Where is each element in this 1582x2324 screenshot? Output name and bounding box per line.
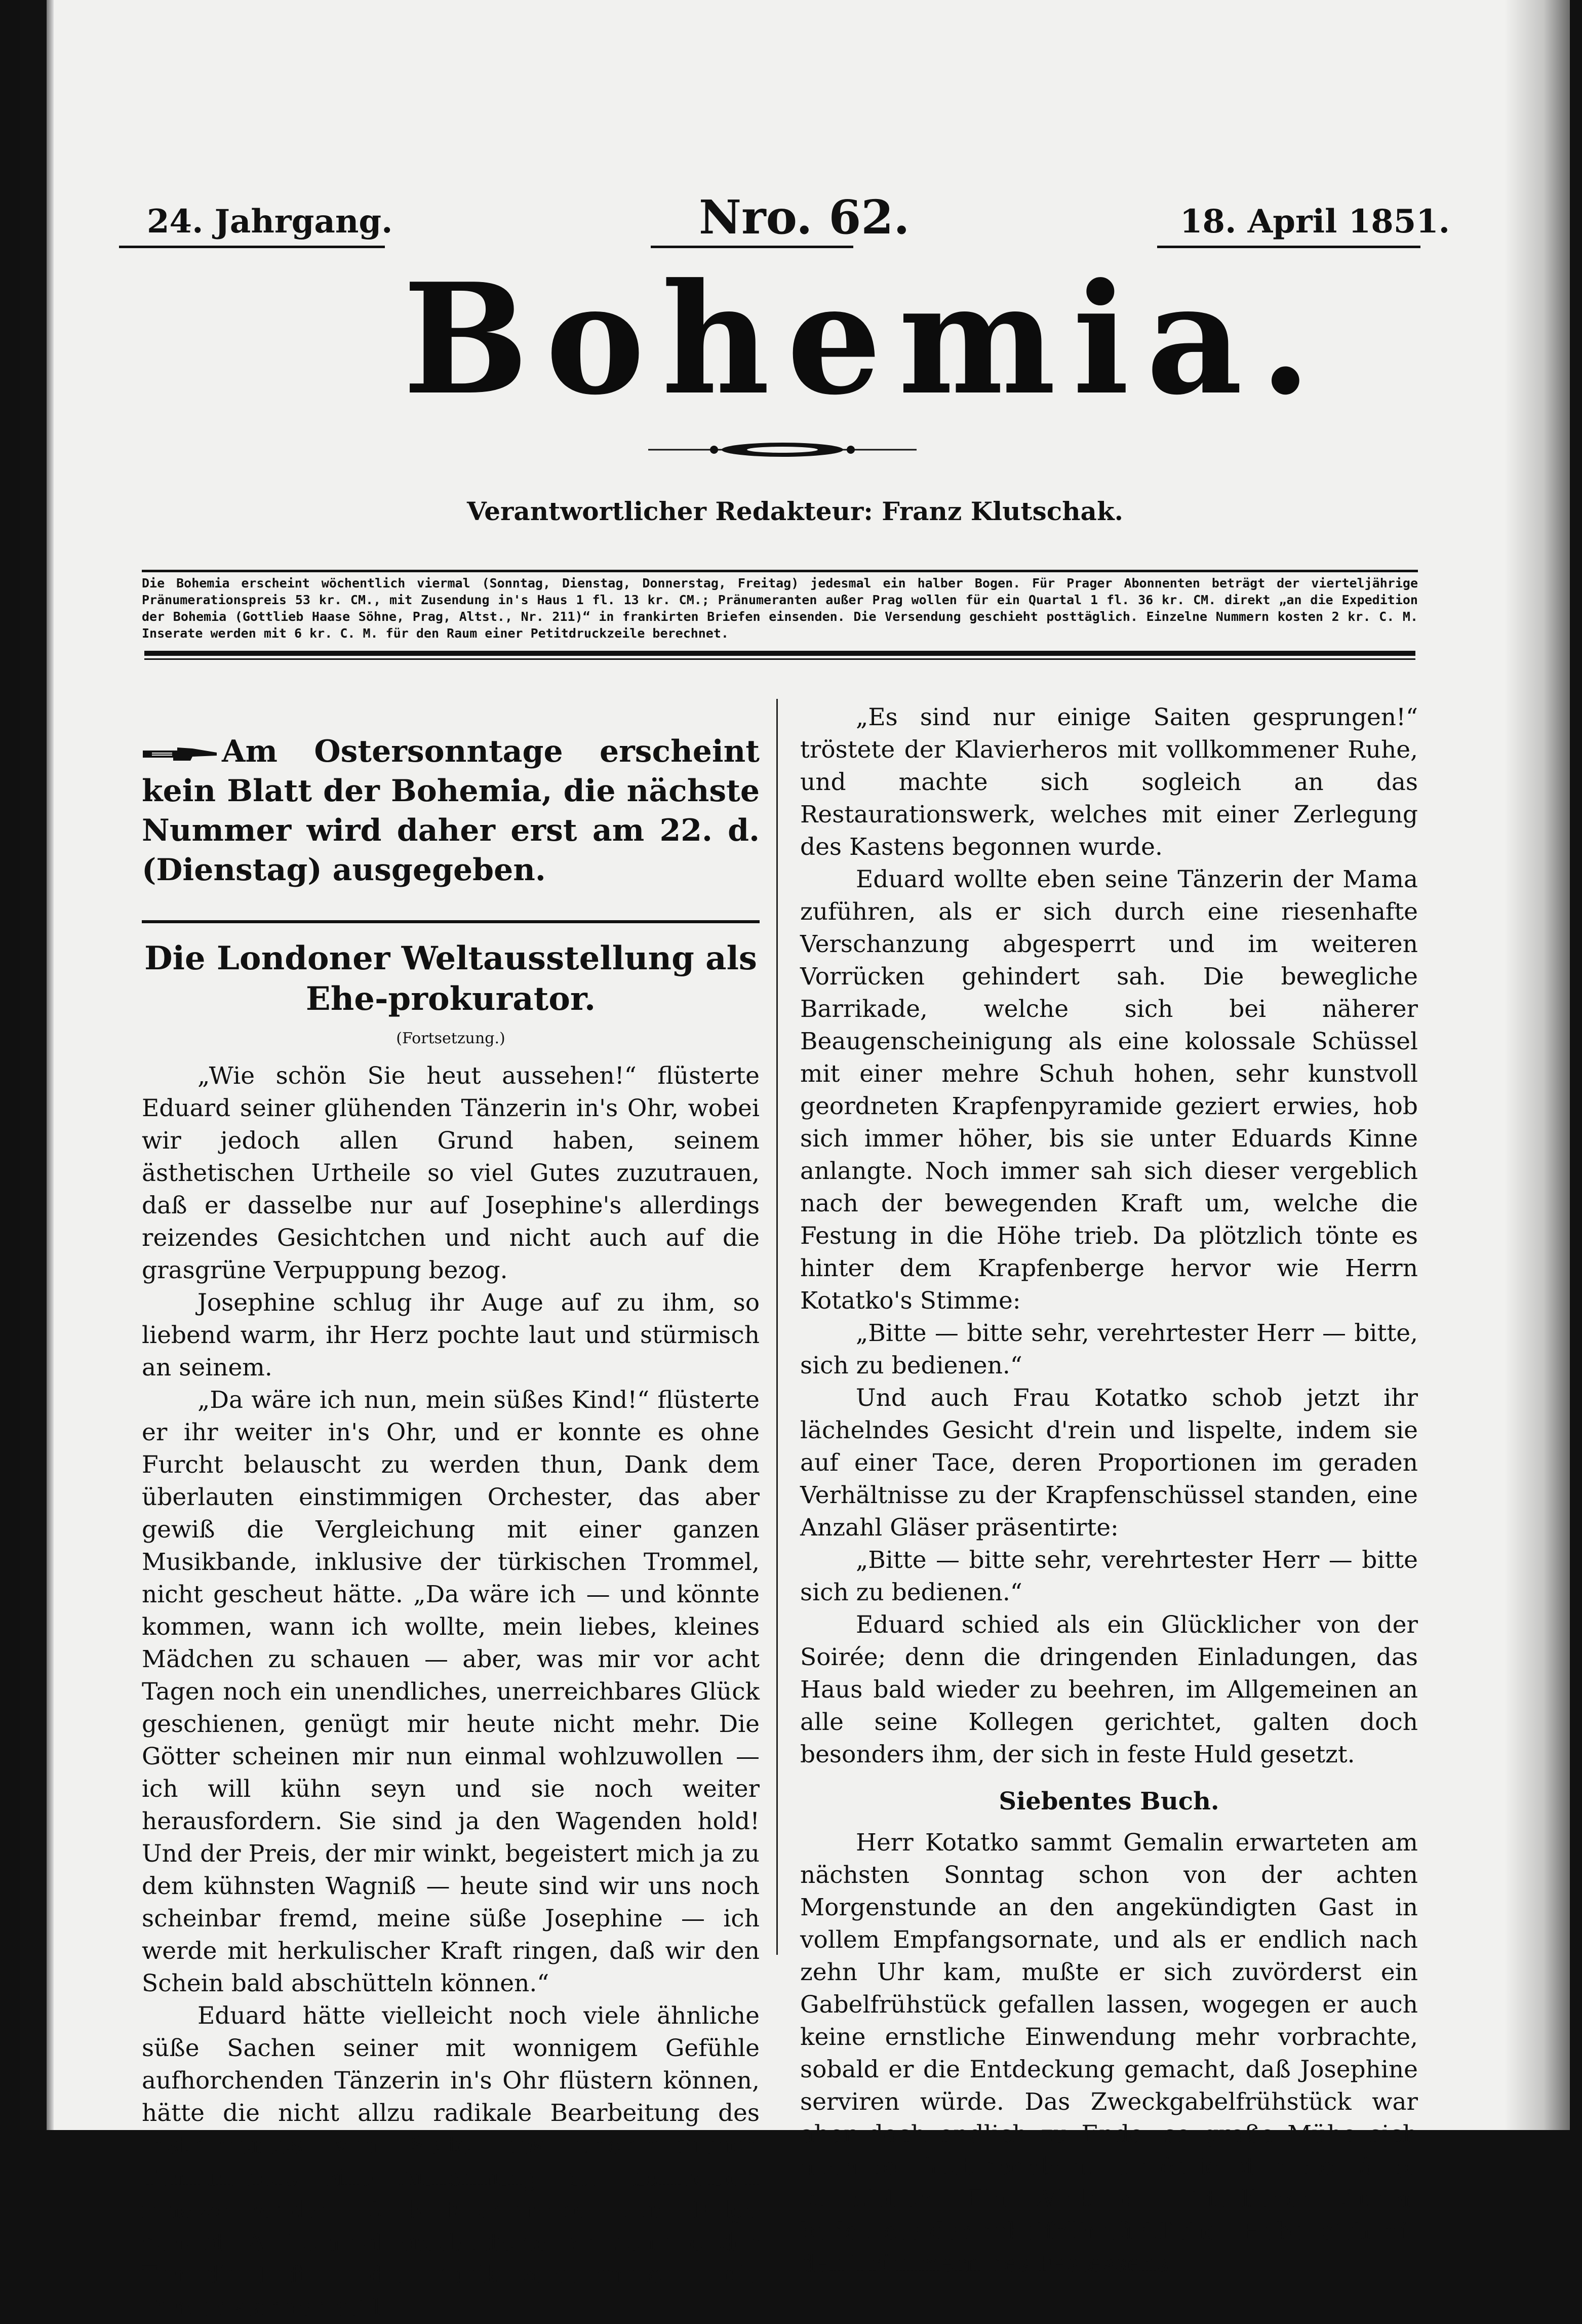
easter-announcement (142, 732, 760, 890)
masthead-title: Bohemia. (403, 250, 1328, 428)
header-rule-center (651, 246, 853, 248)
paragraph: „Wie schön Sie heut aussehen!“ flüsterte Eduard seiner glühenden Tänzerin in's Ohr, wobei wir jedoch allen Grund haben, seinem ästhetischen Urtheile so viel Gutes zuzutrauen, daß er dasselbe nur auf Josephine's allerdings reizendes Gesichtchen und nicht auch auf die grasgrüne Verpuppung bezog. (142, 1062, 760, 1284)
column-left (142, 701, 760, 2324)
header-rule-left (119, 246, 385, 248)
paragraph: Josephine schlug ihr Auge auf zu ihm, so liebend warm, ihr Herz pochte laut und stürmisch an seinem. (142, 1289, 760, 1382)
article-title: Die Londoner Weltausstellung als Ehe-prokurator. (144, 939, 757, 1018)
newspaper-page (20, 0, 1570, 2321)
article-subtitle: (Fortsetzung.) (396, 1030, 505, 1047)
pointing-hand-icon (142, 745, 218, 763)
paragraph: Eduard hätte vielleicht noch viele ähnliche süße Sachen seiner mit wonnigem Gefühle aufhorchenden Tänzerin in's Ohr flüstern können, hätte die nicht allzu radikale Bearbeitung des Instrumentes von Seite des unermüdlichen Tonkünstlers eine Auflehnung des demselben innewohnenden Stabilitätsprincips zur Folge gehabt. Auf einmal erschütterte ein schrillender Ton die Luft — die Musik verstummte — die Tänzer standen still. (142, 2002, 760, 2321)
editor-line: Verantwortlicher Redakteur: Franz Klutschak. (466, 496, 1124, 526)
notice-rule-top (142, 570, 1418, 572)
notice-rule-bottom (144, 651, 1415, 656)
subscription-notice: Die Bohemia erscheint wöchentlich viermal (Sonntag, Dienstag, Donnerstag, Freitag) jedesmal ein halber Bogen. Für Prager Abonnenten beträgt der vierteljährige Pränumerationspreis 53 kr. CM., mit Zusendung in's Haus 1 fl. 13 kr. CM.; Pränumeranten außer Prag wollen für ein Quartal 1 fl. 36 kr. CM. direkt „an die Expedition der Bohemia (Gottlieb Haase Söhne, Prag, Altst., Nr. 211)“ in frankirten Briefen einsenden. Die Versendung geschieht posttäglich. Einzelne Nummern kosten 2 kr. C. M. Inserate werden mit 6 kr. C. M. für den Raum einer Petitdruckzeile berechnet. (142, 576, 1418, 641)
ornament-divider (648, 441, 917, 459)
volume-label: 24. Jahrgang. (147, 203, 393, 241)
issue-date: 18. April 1851. (1180, 203, 1450, 241)
paragraph: „Bitte — bitte sehr, verehrtester Herr — bitte sich zu bedienen.“ (800, 1546, 1418, 1606)
page-shadow (1504, 0, 1570, 2130)
paragraph: „Bitte — bitte sehr, verehrtester Herr — bitte, sich zu bedienen.“ (800, 1319, 1418, 1380)
announcement-rule (142, 920, 760, 923)
paragraph: Eduard schied als ein Glücklicher von der Soirée; denn die dringenden Einladungen, das Haus bald wieder zu beehren, im Allgemeinen an alle seine Kollegen gerichtet, galten doch besonders ihm, der sich in feste Huld gesetzt. (800, 1611, 1418, 1768)
paragraph: Und auch Frau Kotatko schob jetzt ihr lächelndes Gesicht d'rein und lispelte, indem sie auf einer Tace, deren Proportionen im geraden Verhältnisse zu der Krapfenschüssel standen, eine Anzahl Gläser präsentirte: (800, 1384, 1418, 1542)
paragraph: „Es sind nur einige Saiten gesprungen!“ tröstete der Klavierheros mit vollkommener Ruhe, und machte sich sogleich an das Restaurationswerk, welches mit einer Zerlegung des Kastens begonnen wurde. (800, 703, 1418, 861)
binding-edge (20, 0, 47, 2130)
column-right (800, 701, 1418, 2280)
column-divider (776, 699, 778, 1955)
header-rule-right (1157, 246, 1420, 248)
paragraph: „Da wäre ich nun, mein süßes Kind!“ flüsterte er ihr weiter in's Ohr, und er konnte es ohne Furcht belauscht zu werden thun, Dank dem überlauten einstimmigen Orchester, das aber gewiß die Vergleichung mit einer ganzen Musikbande, inklusive der türkischen Trommel, nicht gescheut hätte. „Da wäre ich — und könnte kommen, wann ich wollte, mein liebes, kleines Mädchen zu schauen — aber, was mir vor acht Tagen noch ein unendliches, unerreichbares Glück geschienen, genügt mir heute nicht mehr. Die Götter scheinen mir nun einmal wohlzuwollen — ich will kühn seyn und sie noch weiter herausfordern. Sie sind ja den Wagenden hold! Und der Preis, der mir winkt, begeistert mich ja zu dem kühnsten Wagniß — heute sind wir uns noch scheinbar fremd, meine süße Josephine — ich werde mit herkulischer Kraft ringen, daß wir den Schein bald abschütteln können.“ (142, 1386, 760, 1997)
announcement-text: Am Ostersonntage erscheint kein Blatt der Bohemia, die nächste Nummer wird daher erst am 22. d. (Dienstag) ausgegeben. (142, 734, 760, 888)
notice-rule-bottom-thin (144, 658, 1415, 660)
section-heading: Siebentes Buch. (999, 1787, 1219, 1816)
paragraph: Eduard wollte eben seine Tänzerin der Mama zuführen, als er sich durch eine riesenhafte Verschanzung abgesperrt und im weiteren Vorrücken gehindert sah. Die bewegliche Barrikade, welche sich bei näherer Beaugenscheinigung als eine kolossale Schüssel mit einer mehre Schuh hohen, sehr kunstvoll geordneten Krapfenpyramide geziert erwies, hob sich immer höher, bis sie unter Eduards Kinne anlangte. Noch immer sah sich dieser vergeblich nach der bewegenden Kraft um, welche die Festung in die Höhe trieb. Da plötzlich tönte es hinter dem Krapfenberge hervor wie Herrn Kotatko's Stimme: (800, 865, 1418, 1315)
paragraph: Herr Kotatko sammt Gemalin erwarteten am nächsten Sonntag schon von der achten Morgenstunde an den angekündigten Gast in vollem Empfangsornate, und als er endlich nach zehn Uhr kam, mußte er sich zuvörderst ein Gabelfrühstück gefallen lassen, wogegen er auch keine ernstliche Einwendung mehr vorbrachte, sobald er die Entdeckung gemacht, daß Josephine serviren würde. Das Zweckgabelfrühstück war aber doch endlich zu Ende, so große Mühe sich auch der Gast gegeben, es möglichst in die Länge zu ziehen. Ein Wink der älterlichen Augen bedeutete der gabelfrühstücklichen Hebe, sich mit den Trümmern des Festessens (800, 1829, 1418, 2278)
issue-number: Nro. 62. (699, 190, 910, 245)
